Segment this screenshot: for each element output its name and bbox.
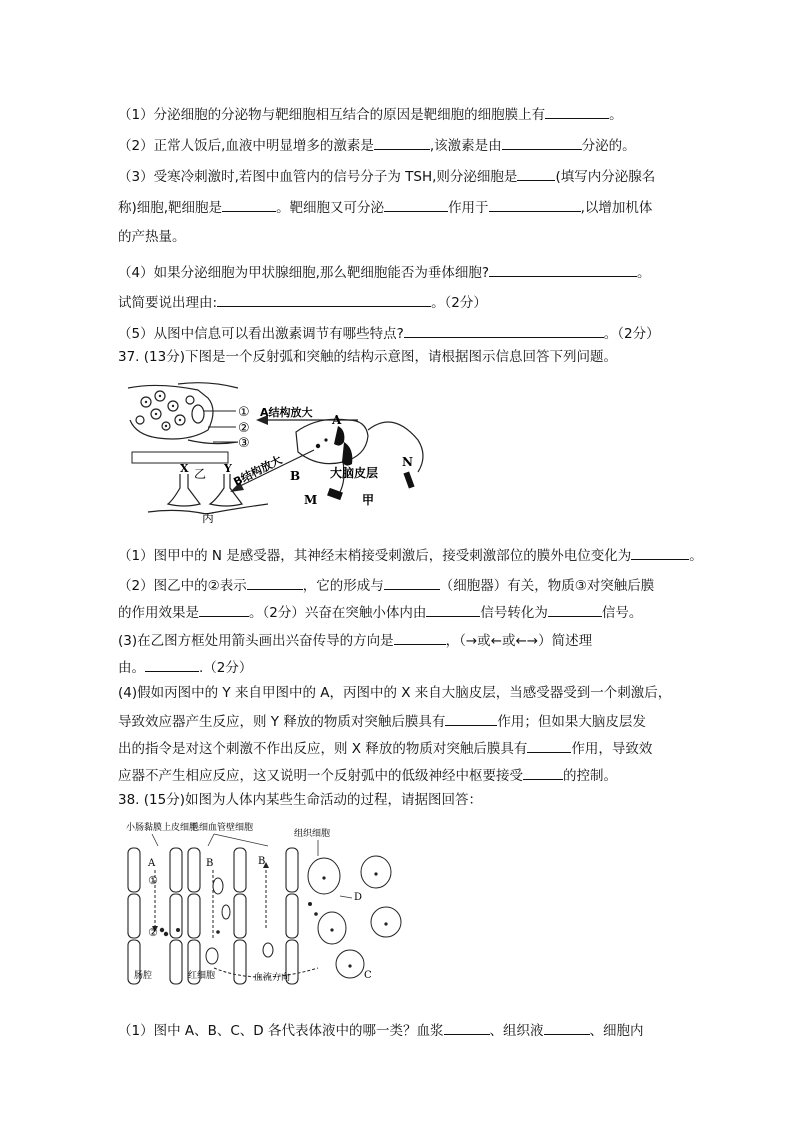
answer-blank[interactable] [527, 738, 571, 753]
answer-blank[interactable] [445, 711, 497, 726]
q37-heading: 37. (13分)下图是一个反射弧和突触的结构示意图，请根据图示信息回答下列问题。 [118, 349, 617, 365]
label-flow: 血流方向 [254, 973, 291, 983]
label-B-flow: B [258, 856, 266, 867]
label-capillary-wall: 毛细血管壁细胞 [190, 823, 254, 833]
q37-part4-b: 导致效应器产生反应，则 Y 释放的物质对突触后膜具有 作用；但如果大脑皮层发 [118, 711, 646, 731]
answer-blank[interactable] [374, 135, 430, 150]
label-tissue-cell: 组织细胞 [294, 829, 331, 839]
label-rbc: 红细胞 [188, 971, 216, 981]
label-1: ① [238, 405, 250, 420]
answer-blank[interactable] [426, 602, 480, 617]
q37-part2-cont: 的作用效果是 。（2分）兴奋在突触小体内由 信号转化为 信号。 [118, 602, 642, 622]
answer-blank[interactable] [517, 166, 555, 181]
answer-blank[interactable] [222, 197, 276, 212]
label-circle-2: ② [148, 926, 158, 939]
q37-part4-c: 出的指令是对这个刺激不作出反应，则 X 释放的物质对突触后膜具有 作用，导致效 [118, 738, 652, 758]
label-B-capillary: B [206, 858, 214, 869]
answer-blank[interactable] [444, 1020, 490, 1035]
tissue-cells [308, 856, 401, 978]
label-M: M [304, 493, 318, 507]
label-circle-1: ① [148, 874, 158, 887]
label-epithelium: 小肠黏膜上皮细胞 [126, 823, 199, 833]
label-bing: 丙 [202, 511, 215, 525]
label-Y: Y [224, 462, 232, 475]
answer-blank[interactable] [502, 135, 582, 150]
label-X: X [180, 462, 189, 475]
label-3: ③ [238, 436, 250, 451]
label-cortex: 大脑皮层 [330, 466, 379, 480]
q38-heading: 38. (15分)如图为人体内某些生命活动的过程，请据图回答： [118, 792, 482, 808]
q37-part3-reason: 由。 .（2分） [118, 657, 252, 677]
label-A: A [148, 858, 156, 869]
answer-blank[interactable] [545, 104, 609, 119]
label-lumen: 肠腔 [134, 971, 153, 981]
answer-blank[interactable] [247, 575, 303, 590]
q36-part3-cont: 称)细胞,靶细胞是 。靶细胞又可分泌 作用于 ,以增加机体 [118, 197, 652, 217]
label-A: A [332, 413, 342, 427]
q36-part3-end: 的产热量。 [118, 229, 186, 245]
label-A-enlarge: A结构放大 [260, 406, 313, 419]
label-jia: 甲 [362, 493, 375, 507]
q36-part1: （1）分泌细胞的分泌物与靶细胞相互结合的原因是靶细胞的细胞膜上有 。 [118, 104, 623, 124]
reflex-arc-figure [118, 380, 438, 525]
body-fluid-figure [118, 818, 408, 988]
q37-part1: （1）图甲中的 N 是感受器，其神经末梢接受刺激后，接受刺激部位的膜外电位变化为 。 [118, 545, 703, 565]
answer-blank[interactable] [384, 197, 448, 212]
q38-part1: （1）图中 A、B、C、D 各代表体液中的哪一类？血浆 、组织液 、细胞内 [118, 1020, 644, 1040]
answer-blank[interactable] [199, 602, 249, 617]
label-D: D [354, 892, 363, 903]
q37-part2: （2）图乙中的②表示 ，它的形成与 （细胞器）有关，物质③对突触后膜 [118, 575, 654, 595]
label-C: C [364, 970, 372, 981]
answer-blank[interactable] [145, 657, 199, 672]
label-yi: 乙 [194, 467, 207, 481]
answer-blank[interactable] [523, 765, 563, 780]
label-2: ② [238, 421, 250, 436]
q37-part4: (4)假如丙图中的 Y 来自甲图中的 A，丙图中的 X 来自大脑皮层，当感受器受到一个刺激后， [118, 685, 672, 701]
q36-part5: （5）从图中信息可以看出激素调节有哪些特点? 。（2分） [118, 323, 660, 343]
answer-blank[interactable] [631, 545, 689, 560]
label-N: N [402, 455, 413, 469]
answer-blank[interactable] [544, 1020, 590, 1035]
synapse-bouton [128, 383, 238, 444]
answer-blank[interactable] [489, 197, 581, 212]
red-blood-cells [206, 878, 273, 964]
answer-blank[interactable] [217, 292, 431, 307]
q36-part3: （3）受寒冷刺激时,若图中血管内的信号分子为 TSH,则分泌细胞是 (填写内分泌腺名 [118, 166, 655, 186]
answer-blank[interactable] [548, 602, 602, 617]
answer-blank[interactable] [394, 630, 446, 645]
answer-blank[interactable] [489, 262, 637, 277]
label-B-enlarge: B结构放大 [231, 453, 285, 489]
q37-part4-d: 应器不产生相应反应，这又说明一个反射弧中的低级神经中枢要接受 的控制。 [118, 765, 617, 785]
q36-part4-reason: 试简要说出理由: 。（2分） [118, 292, 487, 312]
label-B: B [290, 469, 301, 483]
q37-part3: (3)在乙图方框处用箭头画出兴奋传导的方向是 ，（→或←或←→）简述理 [118, 630, 592, 650]
q36-part4: （4）如果分泌细胞为甲状腺细胞,那么靶细胞能否为垂体细胞? 。 [118, 262, 651, 282]
answer-blank[interactable] [404, 323, 604, 338]
q36-part2: （2）正常人饭后,血液中明显增多的激素是 ,该激素是由 分泌的。 [118, 135, 636, 155]
answer-blank[interactable] [384, 575, 440, 590]
